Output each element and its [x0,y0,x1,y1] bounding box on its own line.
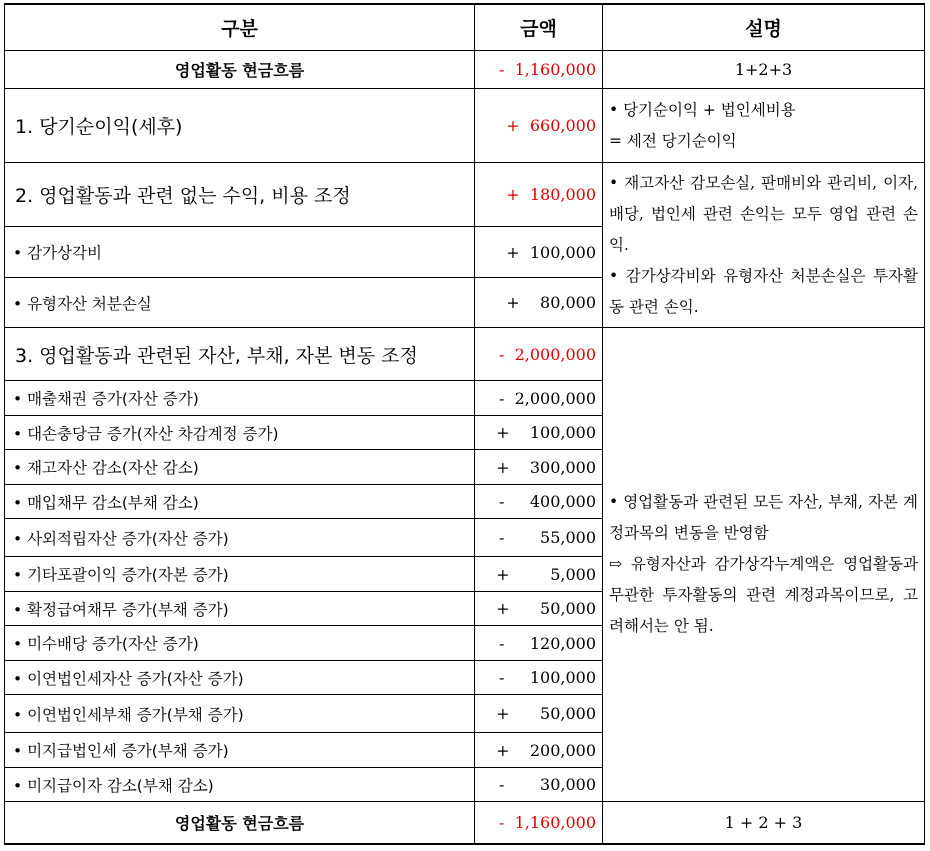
net-income-label: 1. 당기순이익(세후) [5,89,475,163]
item-label: • 미지급법인세 증가(부채 증가) [5,733,475,768]
operating-cash-flow-desc: 1+2+3 [603,51,925,89]
net-income-row [5,89,925,163]
non-operating-adjustment-label: 2. 영업활동과 관련 없는 수익, 비용 조정 [5,163,475,227]
item-label: • 미지급이자 감소(부채 감소) [5,768,475,802]
operating-cash-flow-total-amount: - 1,160,000 [475,802,603,844]
working-capital-desc-line2: ⇨ 유형자산과 감가상각누계액은 영업활동과 무관한 투자활동의 관련 계정과목이므로, 고려해서는 안 됨. [609,555,918,635]
item-amount: - 400,000 [475,485,603,519]
item-label: • 이연법인세부채 증가(부채 증가) [5,695,475,733]
header-amount: 금액 [475,4,603,51]
item-amount: + 300,000 [475,450,603,485]
item-amount: - 100,000 [475,661,603,695]
item-amount: + 200,000 [475,733,603,768]
non-operating-adjustment-row [5,163,925,227]
item-amount: - 55,000 [475,519,603,557]
non-operating-adjustment-amount: + 180,000 [475,163,603,227]
item-amount: - 2,000,000 [475,381,603,416]
item-amount: - 120,000 [475,626,603,661]
working-capital-adjustment-label: 3. 영업활동과 관련된 자산, 부채, 자본 변동 조정 [5,328,475,381]
operating-cash-flow-total-label: 영업활동 현금흐름 [5,802,475,844]
non-operating-adjustment-desc [603,163,925,328]
item-label: • 사외적립자산 증가(자산 증가) [5,519,475,557]
item-label: • 매출채권 증가(자산 증가) [5,381,475,416]
item-amount: + 50,000 [475,695,603,733]
operating-cash-flow-amount: - 1,160,000 [475,51,603,89]
net-income-desc [603,89,925,163]
working-capital-adjustment-row [5,328,925,381]
item-label: • 매입채무 감소(부채 감소) [5,485,475,519]
item-label: • 재고자산 감소(자산 감소) [5,450,475,485]
item-label: • 대손충당금 증가(자산 차감계정 증가) [5,416,475,450]
working-capital-adjustment-amount: - 2,000,000 [475,328,603,381]
item-label: • 미수배당 증가(자산 증가) [5,626,475,661]
operating-cash-flow-label: 영업활동 현금흐름 [5,51,475,89]
depreciation-label: • 감가상각비 [5,227,475,278]
disposal-loss-label: • 유형자산 처분손실 [5,278,475,328]
net-income-desc-line1: • 당기순이익 + 법인세비용 [609,100,796,119]
operating-cash-flow-row [5,51,925,89]
cash-flow-table [4,3,925,845]
header-row [5,4,925,51]
operating-cash-flow-total-desc: 1 + 2 + 3 [603,802,925,844]
working-capital-desc-line1: • 영업활동과 관련된 모든 자산, 부채, 자본 계정과목의 변동을 반영함 [609,493,918,542]
depreciation-amount: + 100,000 [475,227,603,278]
net-income-amount: + 660,000 [475,89,603,163]
header-category: 구분 [5,4,475,51]
non-operating-desc-line1: • 재고자산 감모손실, 판매비와 관리비, 이자, 배당, 법인세 관련 손익는 모두 영업 관련 손익. [609,173,918,254]
item-amount: + 50,000 [475,592,603,626]
item-label: • 이연법인세자산 증가(자산 증가) [5,661,475,695]
header-description: 설명 [603,4,925,51]
item-amount: - 30,000 [475,768,603,802]
item-label: • 기타포괄이익 증가(자본 증가) [5,557,475,592]
item-amount: + 5,000 [475,557,603,592]
disposal-loss-amount: + 80,000 [475,278,603,328]
operating-cash-flow-total-row [5,802,925,844]
net-income-desc-line2: = 세전 당기순이익 [609,131,737,150]
item-label: • 확정급여채무 증가(부채 증가) [5,592,475,626]
working-capital-adjustment-desc [603,328,925,802]
item-amount: + 100,000 [475,416,603,450]
non-operating-desc-line2: • 감가상각비와 유형자산 처분손실은 투자활동 관련 손익. [609,266,918,316]
